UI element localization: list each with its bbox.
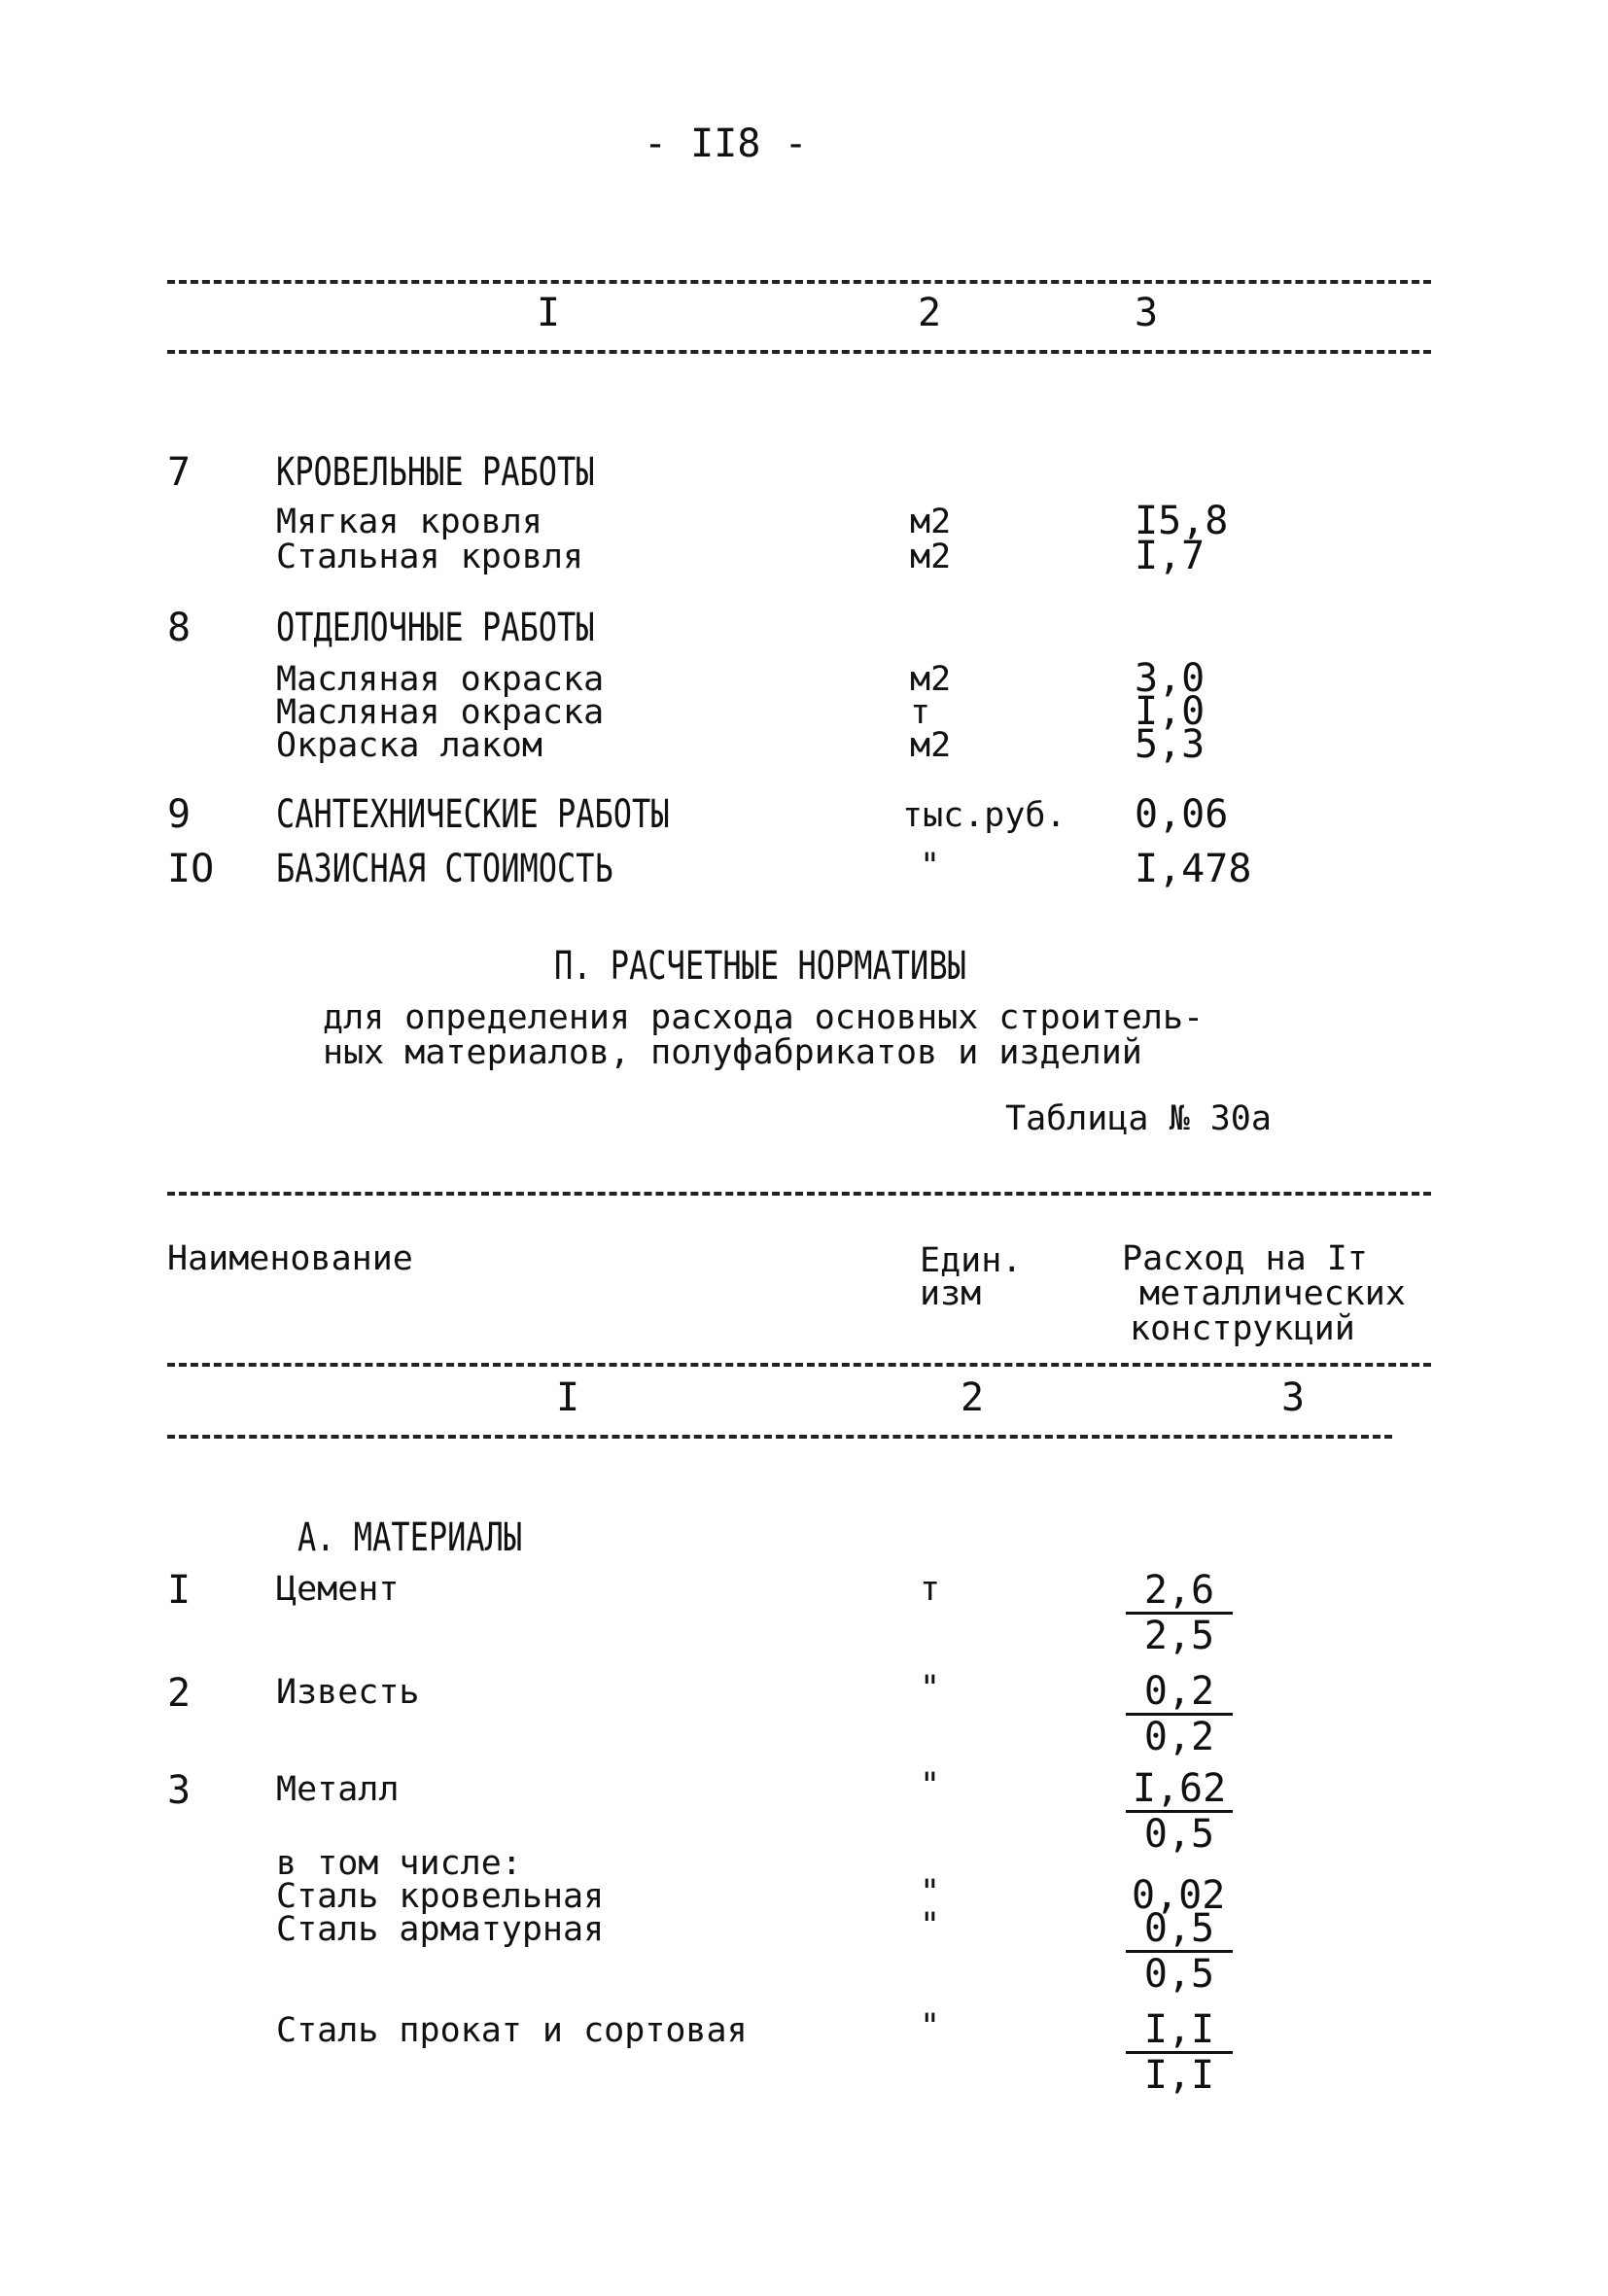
sub-row-unit: " <box>920 1906 941 1945</box>
section-value: I,478 <box>1135 847 1252 891</box>
rule-top-2 <box>167 350 1431 354</box>
rule-30a-2 <box>167 1363 1431 1367</box>
row-number: 3 <box>167 1768 192 1813</box>
fraction-denominator: 0,5 <box>1143 1952 1215 1997</box>
including-label: в том числе: <box>276 1844 522 1883</box>
sub-row-name: Сталь прокат и сортовая <box>276 2011 748 2050</box>
rule-30a-3 <box>167 1435 1392 1439</box>
row-name: Масляная окраска <box>276 693 605 732</box>
fraction-numerator: 0,2 <box>1126 1672 1233 1716</box>
col-header-3: 3 <box>1135 291 1159 335</box>
row-name: Известь <box>276 1673 420 1712</box>
col-header-2: 2 <box>918 291 942 335</box>
section-title: САНТЕХНИЧЕСКИЕ РАБОТЫ <box>276 792 670 837</box>
col2-header-line2: изм <box>920 1274 982 1313</box>
row-value: I5,8 <box>1135 499 1229 543</box>
row-unit: т <box>910 693 931 732</box>
rule-30a-1 <box>167 1192 1431 1196</box>
row-fraction <box>1126 1669 1233 1759</box>
col-number-1: I <box>556 1375 580 1420</box>
sub-row-fraction <box>1126 2007 1233 2098</box>
fraction-numerator: 0,5 <box>1126 1909 1233 1953</box>
fraction-denominator: 2,5 <box>1143 1614 1215 1658</box>
row-name: Мягкая кровля <box>276 503 542 541</box>
row-unit: " <box>920 1766 941 1805</box>
col1-header: Наименование <box>167 1239 413 1278</box>
part-title: П. РАСЧЕТНЫЕ НОРМАТИВЫ <box>554 944 966 989</box>
row-number: 2 <box>167 1671 192 1716</box>
row-unit: м2 <box>910 726 952 765</box>
sub-row-value: 0,02 <box>1132 1873 1226 1918</box>
row-name: Стальная кровля <box>276 538 584 576</box>
col-number-3: 3 <box>1281 1375 1306 1420</box>
section-title: ОТДЕЛОЧНЫЕ РАБОТЫ <box>276 606 595 650</box>
section-unit: " <box>920 847 941 886</box>
rule-top-1 <box>167 280 1431 284</box>
section-number: 9 <box>167 792 192 837</box>
section-unit: тыс.руб. <box>902 796 1066 835</box>
row-value: I,0 <box>1135 689 1206 734</box>
row-name: Масляная окраска <box>276 660 605 699</box>
row-unit: м2 <box>910 538 952 576</box>
section-title: БАЗИСНАЯ СТОИМОСТЬ <box>276 847 613 891</box>
sub-row-fraction <box>1126 1906 1233 1997</box>
section-value: 0,06 <box>1135 792 1229 837</box>
fraction-numerator: I,62 <box>1126 1769 1233 1813</box>
part-subtitle-line1: для определения расхода основных строитель- <box>323 998 1205 1037</box>
row-unit: м2 <box>910 503 952 541</box>
row-unit: т <box>920 1570 941 1609</box>
part-subtitle-line2: ных материалов, полуфабрикатов и изделий <box>323 1033 1142 1072</box>
section-number: 7 <box>167 450 192 495</box>
row-name: Цемент <box>276 1570 400 1609</box>
section-number: 8 <box>167 606 192 650</box>
row-value: I,7 <box>1135 534 1206 578</box>
row-unit: " <box>920 1669 941 1708</box>
row-number: I <box>167 1568 192 1613</box>
sub-row-unit: " <box>920 2007 941 2046</box>
page-number: - II8 - <box>644 122 808 166</box>
col-number-2: 2 <box>961 1375 985 1420</box>
table-label: Таблица № 30а <box>1005 1099 1272 1138</box>
fraction-denominator: 0,2 <box>1143 1715 1215 1759</box>
fraction-denominator: 0,5 <box>1143 1812 1215 1857</box>
section-title: КРОВЕЛЬНЫЕ РАБОТЫ <box>276 450 595 495</box>
fraction-denominator: I,I <box>1143 2053 1215 2098</box>
row-value: 5,3 <box>1135 722 1206 767</box>
row-name: Металл <box>276 1770 400 1809</box>
col2-header-line1: Един. <box>920 1241 1023 1280</box>
row-value: 3,0 <box>1135 656 1206 701</box>
fraction-numerator: 2,6 <box>1126 1571 1233 1615</box>
row-fraction <box>1126 1568 1233 1658</box>
section-title: А. МАТЕРИАЛЫ <box>297 1515 523 1560</box>
col3-header-line2: металлических <box>1139 1274 1406 1313</box>
col-header-1: I <box>537 291 561 335</box>
section-number: IO <box>167 847 215 891</box>
sub-row-name: Сталь арматурная <box>276 1910 605 1949</box>
row-fraction <box>1126 1766 1233 1857</box>
row-name: Окраска лаком <box>276 726 542 765</box>
fraction-numerator: I,I <box>1126 2010 1233 2054</box>
row-unit: м2 <box>910 660 952 699</box>
col3-header-line3: конструкций <box>1130 1309 1355 1348</box>
sub-row-unit: " <box>920 1873 941 1912</box>
sub-row-name: Сталь кровельная <box>276 1877 605 1916</box>
col3-header-line1: Расход на Iт <box>1122 1239 1368 1278</box>
